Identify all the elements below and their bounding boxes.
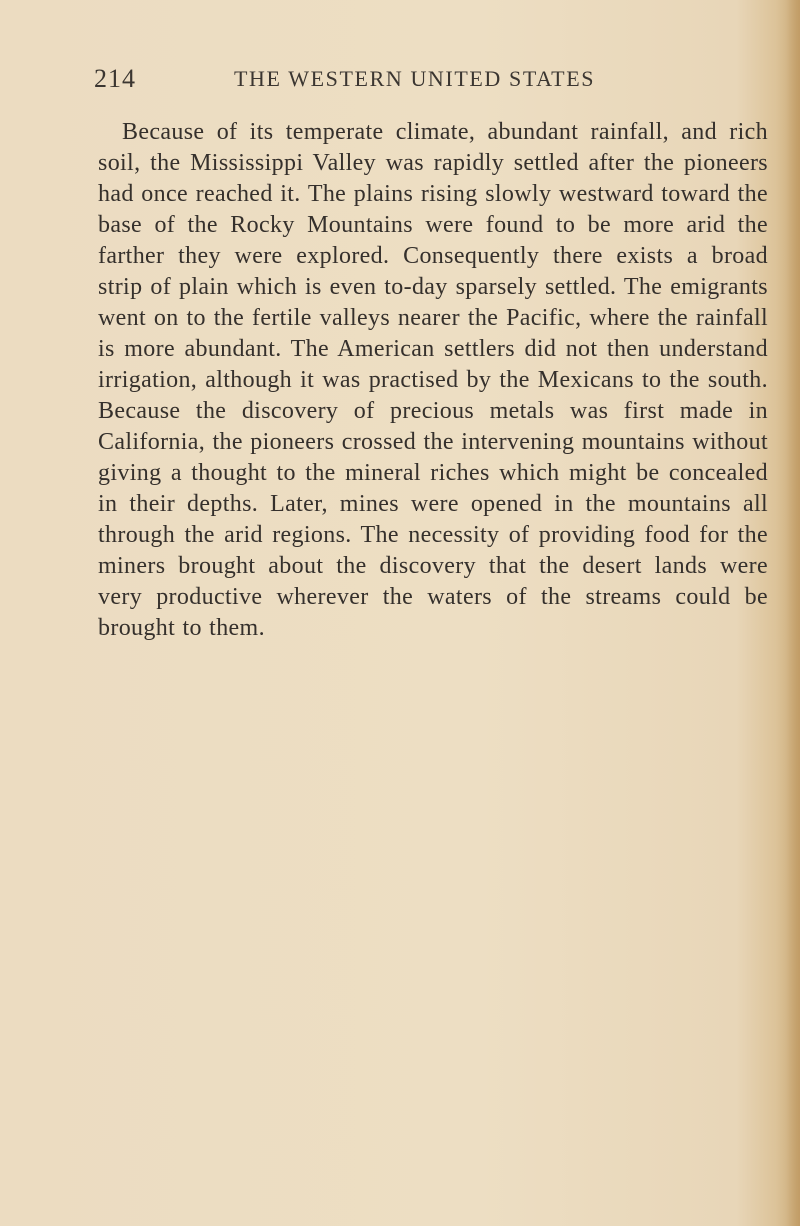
page-edge-shadow [786,0,800,1226]
body-paragraph: Because of its temperate climate, abundant rainfall, and rich soil, the Mississippi Valley was rapidly settled after the pioneers had once reached it. The plains rising slowly westward toward the base of the Rocky Mountains were found to be more arid the farther they were explored. Consequently there exists a broad strip of plain which is even to-day sparsely settled. The emigrants went on to the fertile valleys nearer the Pacific, where the rainfall is more abundant. The American settlers did not then understand irrigation, although it was practised by the Mexicans to the south. Because the discovery of precious metals was first made in California, the pioneers crossed the intervening mountains without giving a thought to the mineral riches which might be concealed in their depths. Later, mines were opened in the mountains all through the arid regions. The necessity of providing food for the miners brought about the discovery that the desert lands were very productive wherever the waters of the streams could be brought to them. [98,119,768,641]
running-title: THE WESTERN UNITED STATES [234,66,596,91]
page-number: 214 [94,64,136,93]
running-header [94,62,654,98]
